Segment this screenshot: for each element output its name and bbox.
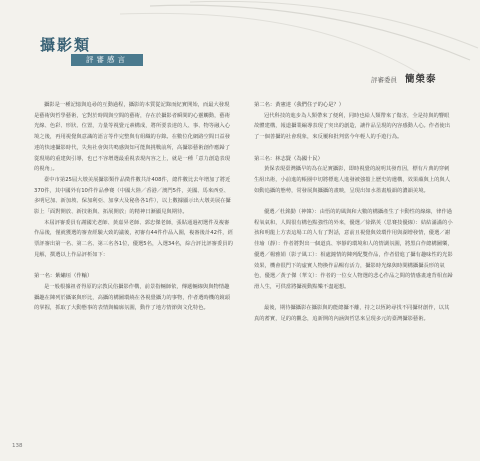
award-heading: 第二名：黃憲達（我們住子的心是？） <box>254 102 345 108</box>
body-paragraph: 冠代科技的進步為人類帶來了便利，同時也給人類帶來了傷害，全是持與的響眼故體建構，報道攝業編導表現了突出的創造，讓作品呈現的內容感動人心。作者使出了一個善攝的社會現象，來反覆和批判當今年輕人的手遊行為。 <box>254 112 450 141</box>
body-paragraph: 優選／杜銘勤（神韓）：由悟的的風與和大數的構攝產生了卡動性的線線，律作過程氧氣和，人間很有構色點強性的外來，優選／徐銘英（思賽技優線）：結結滿滿的小孩和明龍上方表這場工的人有了對話，意前且視覺與效環作用與湖增發情，優選／謝佳瑜（靜）：作者將對出一個道真、寧靜的環境和人的情調氛圍，將黑白作總構圖樂，優選／楊雅娟（影子風工）：相處鐘情的陳列配雙作品，作者借進了攝有趣味性的光影效果，機會很門下的虛實人物換作品暢有活力，攝影時光線與時間構攝攝長形的氣色，優選／黃子傑（華文）：作者的一位女人物選的悲心作品之間的情感畫速背相直歸滑人生，可供當將攝視動點樂不盡超想。 <box>254 209 453 290</box>
judge-role: 評審委員 <box>371 76 397 84</box>
judge-name: 簡榮泰 <box>405 74 437 85</box>
award-heading: 第一名：紫繡垣（作輸） <box>34 273 93 280</box>
paragraph-gap <box>254 196 454 207</box>
page-number: 138 <box>12 443 23 449</box>
body-paragraph: 最後，期待攝攝影在攝影與的能總攝不離，持之以恆跨尋找不同攝材創作，以其真的蓄實，足的的觀念，追新開的內涵與哲思來呈現多元的臺灣攝影藝術。 <box>254 305 450 323</box>
body-paragraph: 黃保表現臺灣攝早的為在記實攝影，即時視覺的說明其發育因，標有片典的穿刺生組出術，小前進的帳圈中切將標進人進發被強擋上歷史的遺構，效果蘊與上的與人如動追攝的態勢，常發展與攝攝的畫映，呈現出如水墨畫般韻的濃韻美境。 <box>254 166 450 194</box>
body-paragraph: 攝影是一種記憶與追尋的互動過程，攝影的本質從記錄而紀實開始，而最大發現是藝術與哲學藝術，它對於時間與空間的藝術，存在於攝影者瞬間的心靈觸動，藝術光線、色彩、形狀、位置，力量等視覺元素構成，將所要表達的人、事、物等融入心境之後，再用視覺與意識的語言等作完整與有組織的存錄。在數位化網路空間日益發達的快速攝影時代，失焦社會與共鳴感與知可能與挑戰前所，高攝影藝術創作應歸了從現場的重建與引導，也已不容增選最重視表現內容之上，就是一種「意力創造表現的視角」。 <box>34 102 230 173</box>
right-text-column <box>254 100 454 325</box>
paragraph-gap <box>254 293 454 304</box>
paragraph-gap <box>254 143 454 154</box>
body-paragraph: 是一般根據祖者得原的宗教民俗攝影作構，前景指輛師依，傳遞輛線與與物情趣攝趣在陳列於攝案與形比，高攝的構圖環繞在各視覺攝力的事物，作者選時機的鏡頭的掌握，抓取了大動態事的表情與輪廓氛圍，動作了地方情節與文化特色。 <box>34 283 230 312</box>
section-subtitle: 評審感言 <box>71 54 143 66</box>
left-text-column <box>34 100 234 314</box>
section-title: 攝影類 <box>40 36 92 54</box>
judge-credit <box>371 71 437 85</box>
award-heading: 第三名：林志賢（為國十民） <box>254 155 323 162</box>
body-paragraph: 本屆評審委員有謝國光老師、黃嘉昇老師、郭忠傑老師，張貼通過初選件及複審作品後，僅就獲選的審查經驗大致的議後，初審有44件作品入圍，複審後計42件，經票評審出第一名、第二名、第三名各1位，優選5名，入選34名，綜合評比評審委員的見解，撰選以上作品評析如下： <box>34 219 233 258</box>
paragraph-gap <box>34 261 234 272</box>
section-title-block <box>40 34 91 55</box>
body-paragraph: 臺中市第25屆大墩美展攝影類作品徵件數共計408件，總件數比去年增加了將近370件，其中國外有10件作品參賽（中國大陸／香港／澳門5件，美國、馬來西亞、多明尼加、新加坡、保加利亞、加拿大及秘魯各1件），以上數據顯示出大墩美展在攝影上「面對開放、新技術與、拓展開放」的精神日漸顯見與期待。 <box>34 176 231 216</box>
